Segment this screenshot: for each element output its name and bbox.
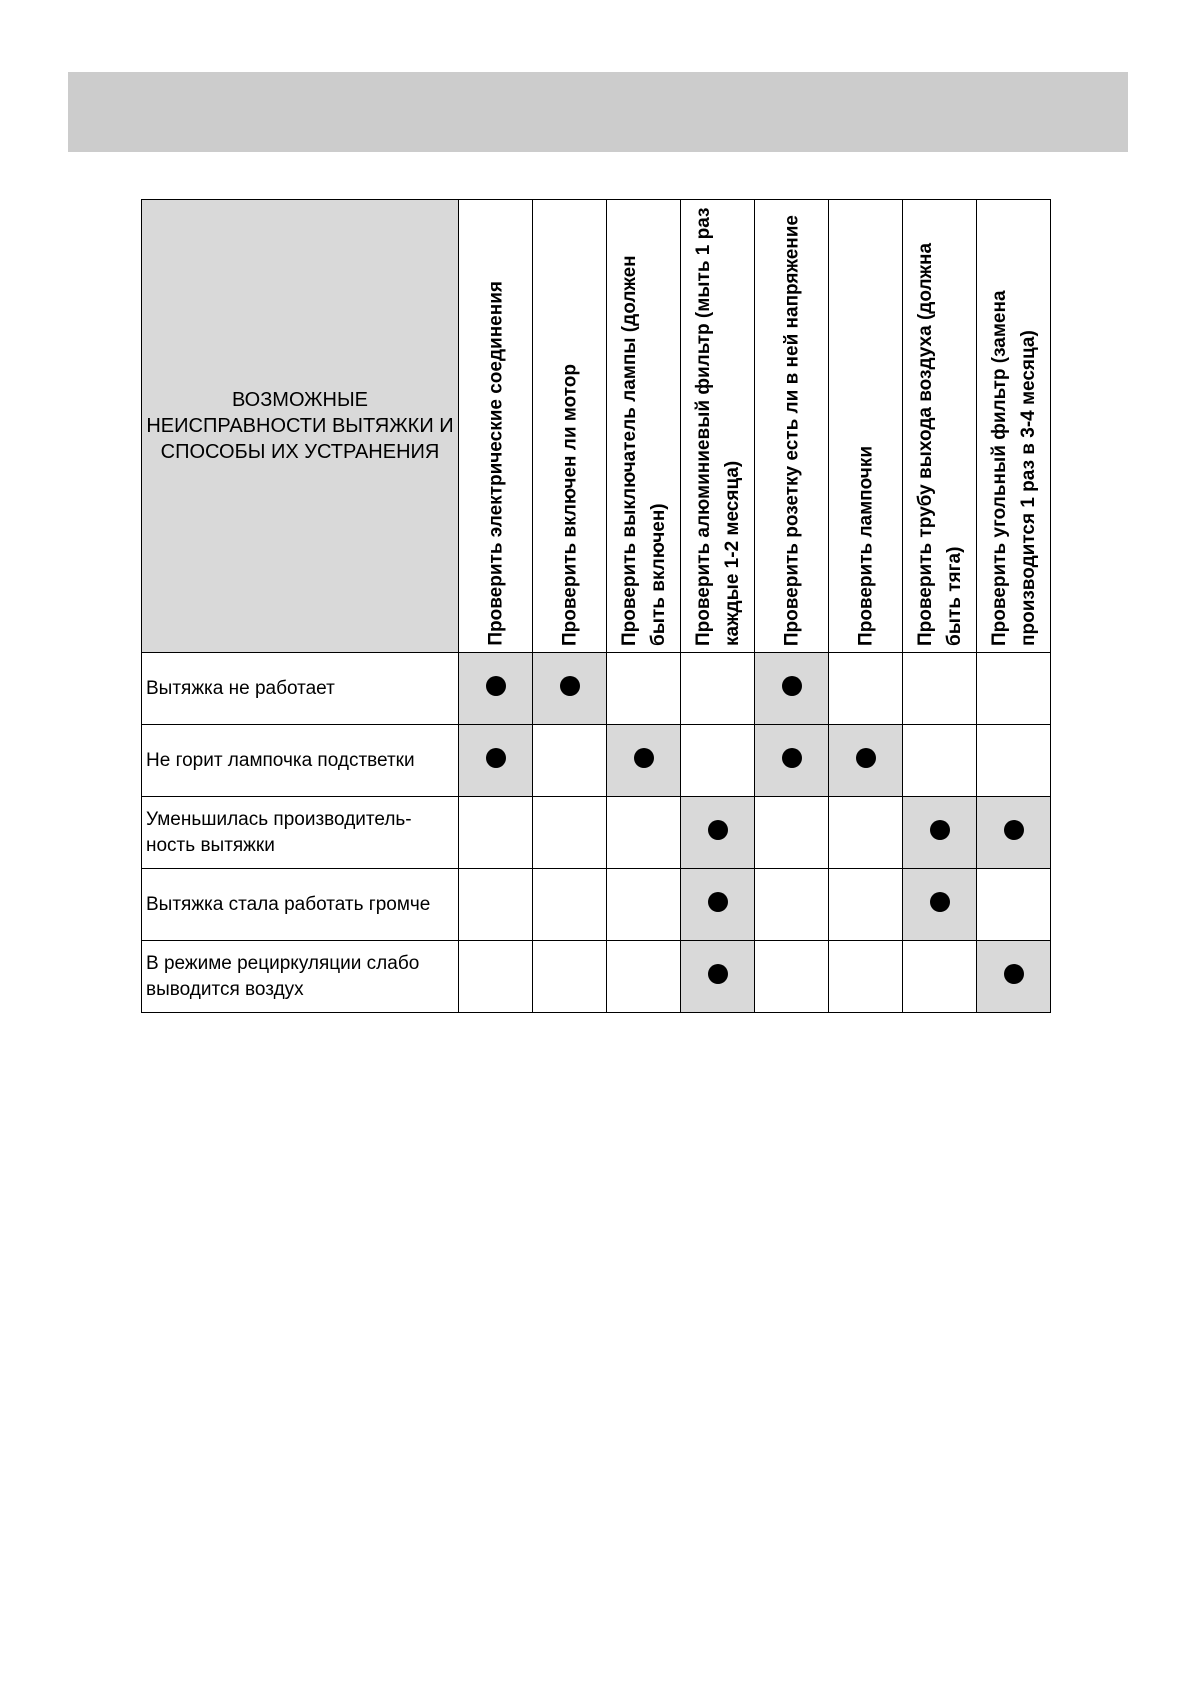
bullet-dot-icon (782, 676, 802, 696)
table-row (142, 941, 1051, 1013)
bullet-dot-icon (634, 748, 654, 768)
bullet-dot-icon (856, 748, 876, 768)
column-header (459, 200, 533, 653)
marked-cell (459, 725, 533, 797)
column-header-label: Проверить лампочки (855, 446, 876, 646)
marked-cell (755, 653, 829, 725)
empty-cell (533, 725, 607, 797)
empty-cell (977, 653, 1051, 725)
table-row (142, 869, 1051, 941)
empty-cell (607, 941, 681, 1013)
bullet-dot-icon (1004, 820, 1024, 840)
marked-cell (681, 869, 755, 941)
column-header-label: Проверить электрические соединения (485, 281, 506, 646)
column-header (755, 200, 829, 653)
marked-cell (681, 941, 755, 1013)
row-label: Уменьшилась производитель-ность вытяжки (142, 797, 459, 869)
empty-cell (533, 869, 607, 941)
empty-cell (829, 869, 903, 941)
empty-cell (829, 797, 903, 869)
bullet-dot-icon (1004, 964, 1024, 984)
marked-cell (903, 797, 977, 869)
marked-cell (681, 797, 755, 869)
bullet-dot-icon (708, 964, 728, 984)
empty-cell (459, 869, 533, 941)
header-band (68, 72, 1128, 152)
bullet-dot-icon (708, 892, 728, 912)
table-row (142, 725, 1051, 797)
empty-cell (903, 941, 977, 1013)
empty-cell (681, 725, 755, 797)
marked-cell (977, 797, 1051, 869)
bullet-dot-icon (486, 748, 506, 768)
marked-cell (459, 653, 533, 725)
column-header (681, 200, 755, 653)
bullet-dot-icon (930, 892, 950, 912)
column-header (533, 200, 607, 653)
row-label: Вытяжка стала работать громче (142, 869, 459, 941)
column-header (829, 200, 903, 653)
empty-cell (977, 725, 1051, 797)
table-corner-title: ВОЗМОЖНЫЕ НЕИСПРАВНОСТИ ВЫТЯЖКИ И СПОСОБЫ ИХ УСТРАНЕНИЯ (142, 200, 459, 653)
bullet-dot-icon (560, 676, 580, 696)
empty-cell (459, 797, 533, 869)
row-label: В режиме рециркуляции слабо выводится воздух (142, 941, 459, 1013)
empty-cell (607, 869, 681, 941)
empty-cell (681, 653, 755, 725)
marked-cell (977, 941, 1051, 1013)
empty-cell (755, 869, 829, 941)
column-header-label: Проверить алюминиевый фильтр (мыть 1 раз каждые 1-2 месяца) (692, 207, 743, 646)
row-label: Вытяжка не работает (142, 653, 459, 725)
column-header-label: Проверить трубу выхода воздуха (должна быть тяга) (914, 242, 965, 646)
empty-cell (755, 797, 829, 869)
column-header-label: Проверить угольный фильтр (замена производится 1 раз в 3-4 месяца) (988, 290, 1039, 646)
table-header-row (142, 200, 1051, 653)
bullet-dot-icon (708, 820, 728, 840)
empty-cell (533, 941, 607, 1013)
empty-cell (755, 941, 829, 1013)
empty-cell (607, 653, 681, 725)
column-header-label: Проверить выключатель лампы (должен быть включен) (618, 255, 669, 646)
column-header (903, 200, 977, 653)
marked-cell (829, 725, 903, 797)
empty-cell (903, 653, 977, 725)
troubleshooting-table (141, 199, 1051, 1013)
empty-cell (459, 941, 533, 1013)
marked-cell (533, 653, 607, 725)
bullet-dot-icon (486, 676, 506, 696)
marked-cell (903, 869, 977, 941)
empty-cell (977, 869, 1051, 941)
empty-cell (903, 725, 977, 797)
empty-cell (533, 797, 607, 869)
column-header (607, 200, 681, 653)
table-row (142, 797, 1051, 869)
empty-cell (829, 653, 903, 725)
bullet-dot-icon (930, 820, 950, 840)
marked-cell (755, 725, 829, 797)
marked-cell (607, 725, 681, 797)
row-label: Не горит лампочка подстветки (142, 725, 459, 797)
bullet-dot-icon (782, 748, 802, 768)
column-header-label: Проверить розетку есть ли в ней напряжение (781, 214, 802, 646)
empty-cell (607, 797, 681, 869)
table-row (142, 653, 1051, 725)
column-header (977, 200, 1051, 653)
column-header-label: Проверить включен ли мотор (559, 364, 580, 646)
empty-cell (829, 941, 903, 1013)
